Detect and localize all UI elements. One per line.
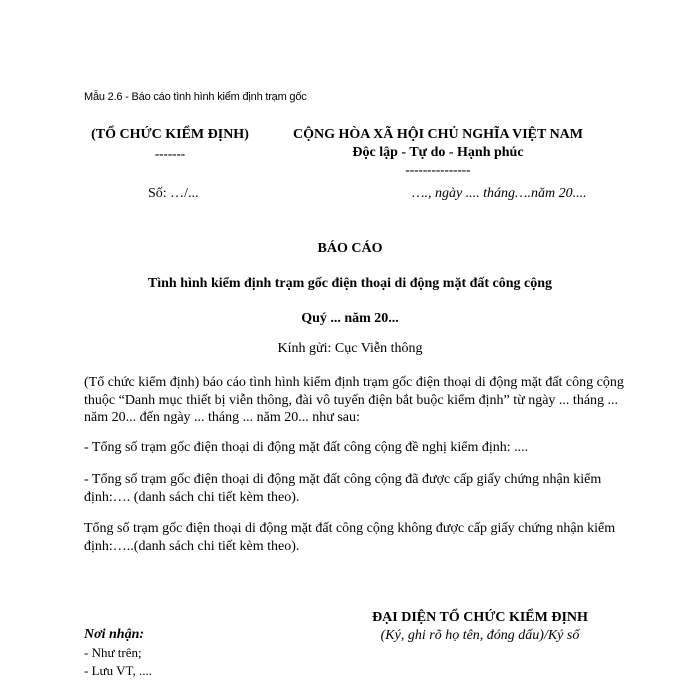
recipients-title: Nơi nhận: — [84, 627, 145, 642]
document-date: …., ngày .... tháng….năm 20.... — [412, 186, 587, 201]
document-subject: Tình hình kiểm định trạm gốc điện thoại di động mặt đất công cộng — [147, 276, 553, 291]
certified-count-item: - Tổng số trạm gốc điện thoại di động mặt đất công cộng đã được cấp giấy chứng nhận kiểm định:…. (danh sách chi tiết kèm theo). — [84, 472, 602, 505]
document-number: Số: …/... — [148, 186, 199, 201]
organization-name: (TỔ CHỨC KIỂM ĐỊNH) — [91, 127, 249, 142]
recipients-item: - Như trên; — [84, 645, 142, 660]
motto-underline: --------------- — [405, 162, 471, 177]
intro-paragraph: (Tổ chức kiểm định) báo cáo tình hình kiểm định trạm gốc điện thoại di động mặt đất công cộng thuộc “Danh mục thiết bị viễn thông, đài vô tuyến điện bắt buộc kiểm định” từ ngày ... tháng ... năm 20... đến ngày ... tháng ... năm 20... như sau: — [84, 375, 624, 425]
signature-note: (Ký, ghi rõ họ tên, đóng dấu)/Ký số — [380, 628, 580, 643]
document-period: Quý ... năm 20... — [301, 311, 399, 326]
not-certified-count-item: Tổng số trạm gốc điện thoại di động mặt đất công cộng không được cấp giấy chứng nhận kiểm định:…..(danh sách chi tiết kèm theo). — [84, 521, 616, 554]
recipient-line: Kính gửi: Cục Viễn thông — [277, 341, 423, 356]
national-motto: Độc lập - Tự do - Hạnh phúc — [352, 145, 524, 160]
form-label: Mẫu 2.6 - Báo cáo tình hình kiểm định trạm gốc — [84, 91, 307, 103]
recipients-item: - Lưu VT, .... — [84, 663, 152, 678]
document-type: BÁO CÁO — [317, 241, 383, 256]
requested-count-item: - Tổng số trạm gốc điện thoại di động mặt đất công cộng đề nghị kiểm định: .... — [84, 440, 529, 455]
nation-title: CỘNG HÒA XÃ HỘI CHỦ NGHĨA VIỆT NAM — [292, 127, 583, 142]
organization-underline: ------- — [154, 146, 186, 161]
signature-title: ĐẠI DIỆN TỔ CHỨC KIỂM ĐỊNH — [372, 610, 588, 625]
